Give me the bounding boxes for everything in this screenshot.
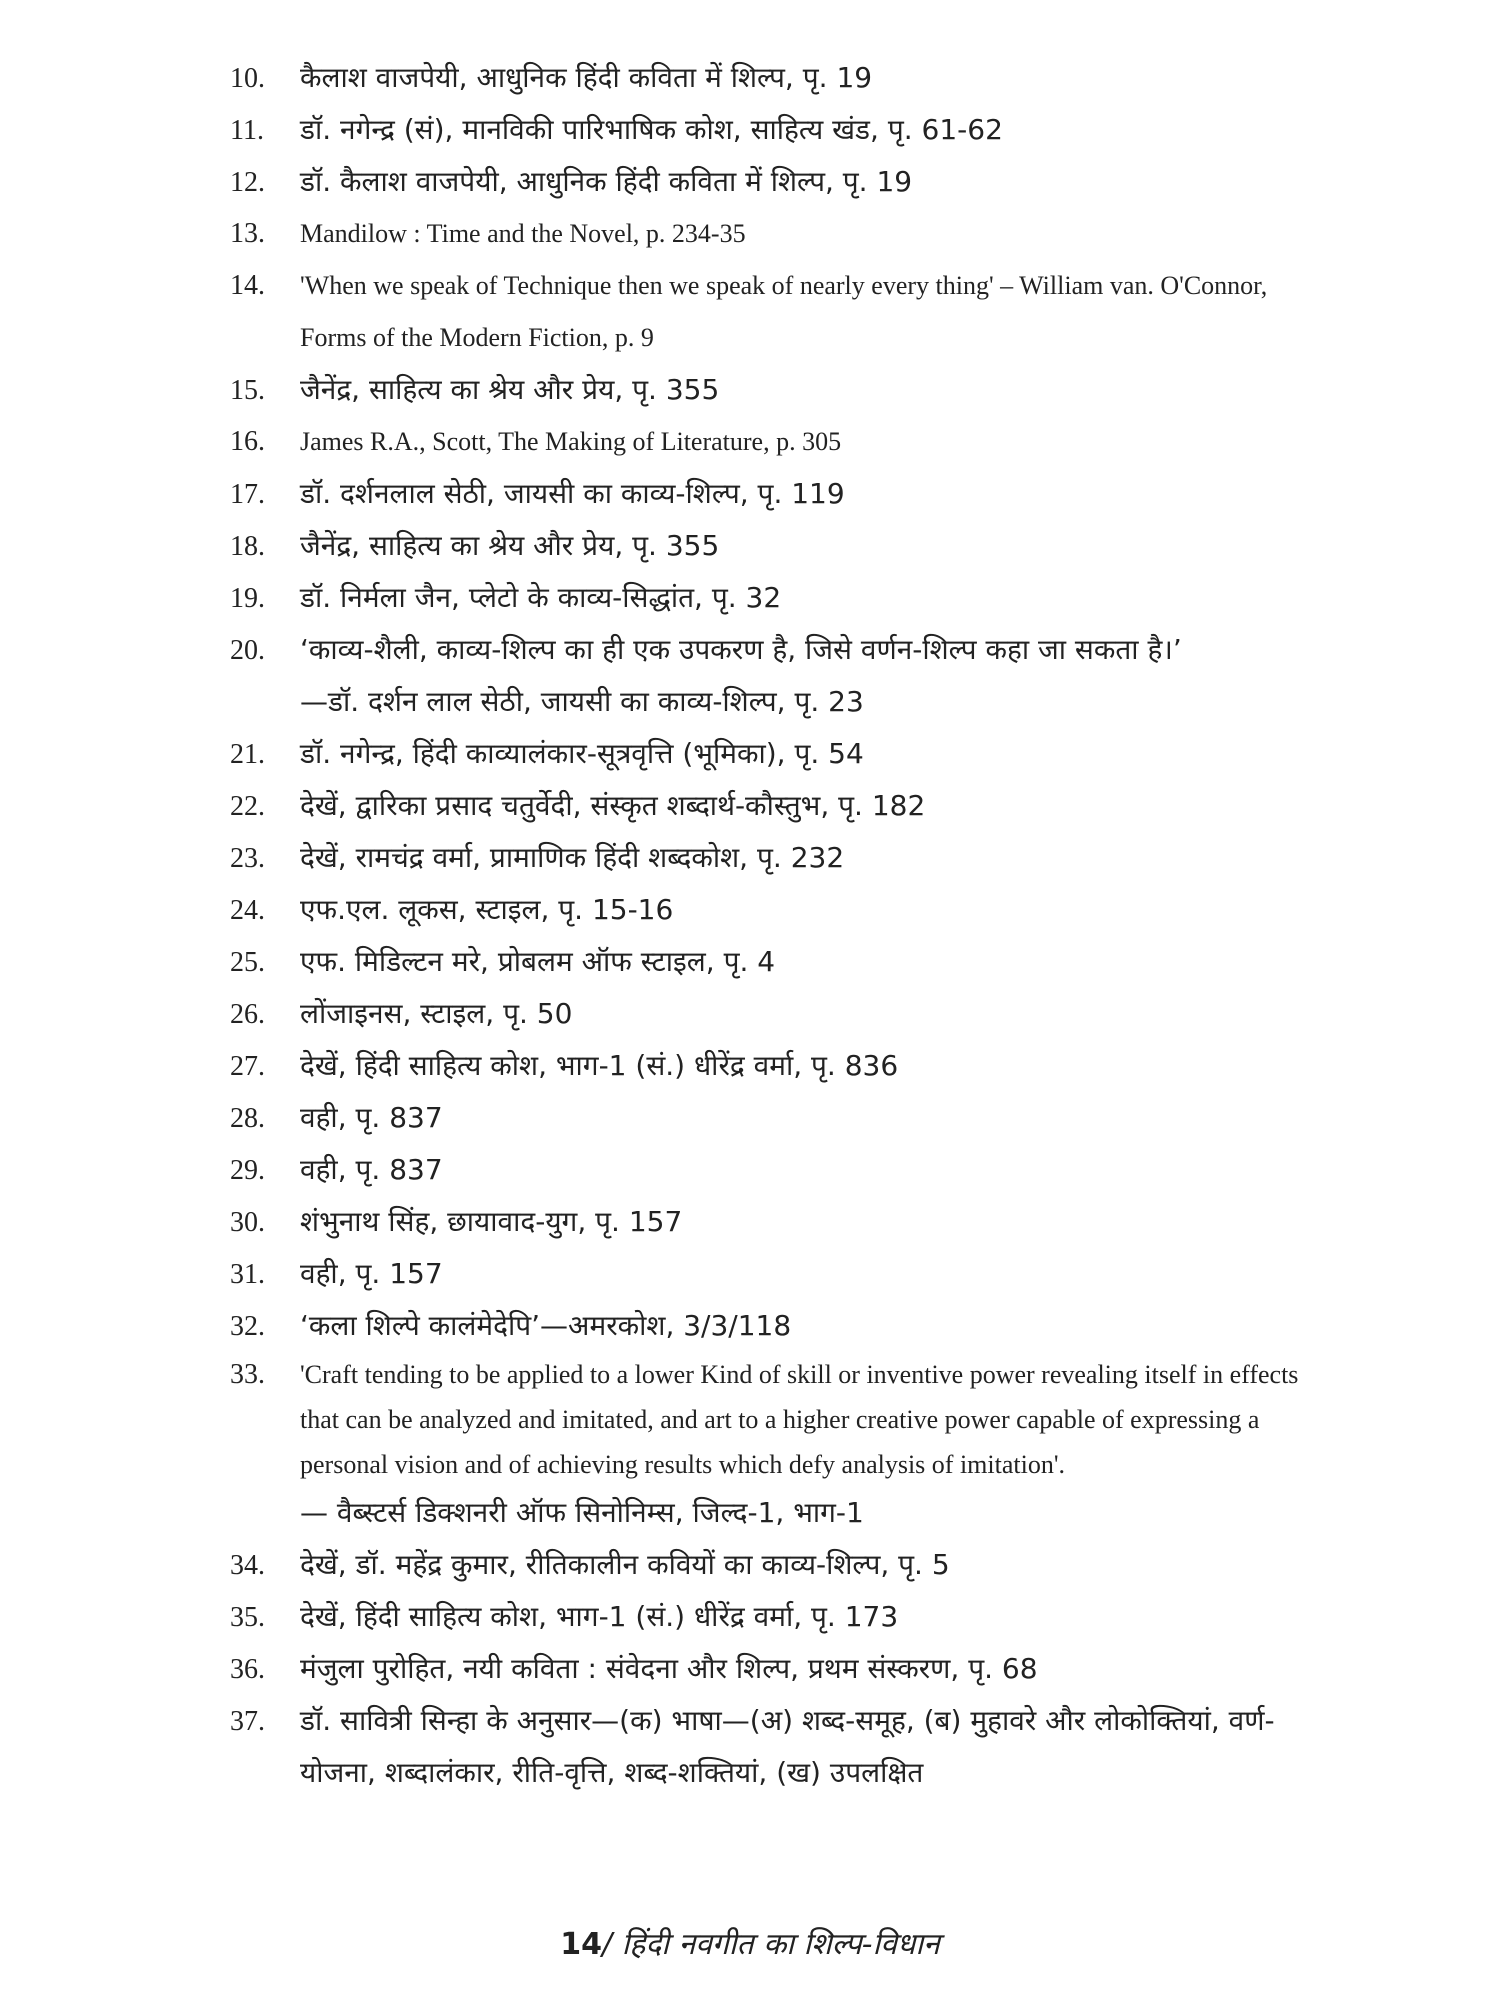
endnote-number: 37. [230,1706,265,1737]
endnote-text: देखें, हिंदी साहित्य कोश, भाग-1 (सं.) धीरेंद्र वर्मा, पृ. 173 [300,1600,899,1633]
endnote [230,1352,1335,1487]
endnote-text: डॉ. नगेन्द्र (सं), मानविकी पारिभाषिक कोश, साहित्य खंड, पृ. 61-62 [300,113,1003,146]
endnote-text: मंजुला पुरोहित, नयी कविता : संवेदना और शिल्प, प्रथम संस्करण, पृ. 68 [300,1652,1038,1685]
endnote-number: 33. [230,1359,265,1390]
endnote-number: 35. [230,1602,265,1633]
endnote-text: डॉ. कैलाश वाजपेयी, आधुनिक हिंदी कविता में शिल्प, पृ. 19 [300,165,913,198]
endnote [230,624,1335,676]
endnote-number: 16. [230,426,265,457]
endnote-text: वही, पृ. 837 [300,1101,443,1134]
endnote-text: वही, पृ. 837 [300,1153,443,1186]
endnote-number: 24. [230,895,265,926]
page-number: 14 [560,1927,602,1962]
endnote-text: एफ.एल. लूकस, स्टाइल, पृ. 15-16 [300,893,674,926]
endnote-number: 10. [230,63,265,94]
endnote [230,1643,1335,1695]
endnote-number: 12. [230,167,265,198]
endnote-number: 25. [230,947,265,978]
endnote-text: देखें, द्वारिका प्रसाद चतुर्वेदी, संस्कृत शब्दार्थ-कौस्तुभ, पृ. 182 [300,789,926,822]
endnote-number: 36. [230,1654,265,1685]
endnote-text: देखें, डॉ. महेंद्र कुमार, रीतिकालीन कवियों का काव्य-शिल्प, पृ. 5 [300,1548,950,1581]
endnote-number: 22. [230,791,265,822]
endnote [230,1591,1335,1643]
endnote-text: 'Craft tending to be applied to a lower Kind of skill or inventive power revealing itself in effects that can be analyzed and imitated, and art to a higher creative power capable of expressing a personal vision and of achieving results which defy analysis of imitation'. [300,1360,1299,1479]
endnote-text: —डॉ. दर्शन लाल सेठी, जायसी का काव्य-शिल्प, पृ. 23 [300,685,864,718]
endnote-attribution [230,1487,1335,1539]
endnote-text: लोंजाइनस, स्टाइल, पृ. 50 [300,997,573,1030]
endnote-text: देखें, रामचंद्र वर्मा, प्रामाणिक हिंदी शब्दकोश, पृ. 232 [300,841,845,874]
endnote-number: 30. [230,1207,265,1238]
endnote [230,832,1335,884]
endnote [230,1300,1335,1352]
endnote-number: 20. [230,635,265,666]
endnote-text: वही, पृ. 157 [300,1257,443,1290]
endnote [230,208,1335,260]
endnote [230,520,1335,572]
endnote [230,52,1335,104]
endnote [230,1248,1335,1300]
endnote-text: जैनेंद्र, साहित्य का श्रेय और प्रेय, पृ. 355 [300,529,720,562]
endnote-text: कैलाश वाजपेयी, आधुनिक हिंदी कविता में शिल्प, पृ. 19 [300,61,873,94]
endnote [230,416,1335,468]
endnote-text: ‘कला शिल्पे कालंमेदेपि’—अमरकोश, 3/3/118 [300,1309,792,1342]
endnote [230,364,1335,416]
endnote-text: डॉ. नगेन्द्र, हिंदी काव्यालंकार-सूत्रवृत्ति (भूमिका), पृ. 54 [300,737,864,770]
endnote [230,156,1335,208]
endnote [230,572,1335,624]
endnote-text: Mandilow : Time and the Novel, p. 234-35 [300,219,746,248]
endnote-number: 13. [230,218,265,249]
endnote-number: 18. [230,531,265,562]
endnote-number: 28. [230,1103,265,1134]
endnote [230,1196,1335,1248]
endnote [230,260,1335,364]
endnote-number: 19. [230,583,265,614]
endnote [230,728,1335,780]
endnote-text: डॉ. सावित्री सिन्हा के अनुसार—(क) भाषा—(अ) शब्द-समूह, (ब) मुहावरे और लोकोक्तियां, वर्ण-योजना, शब्दालंकार, रीति-वृत्ति, शब्द-शक्तियां, (ख) उपलक्षित [300,1704,1275,1789]
endnotes-list [230,52,1335,1799]
book-title: / हिंदी नवगीत का शिल्प-विधान [601,1927,940,1962]
endnote-text: 'When we speak of Technique then we speak of nearly every thing' – William van. O'Connor, Forms of the Modern Fiction, p. 9 [300,271,1268,352]
endnote-text: जैनेंद्र, साहित्य का श्रेय और प्रेय, पृ. 355 [300,373,720,406]
endnote-text: एफ. मिडिल्टन मरे, प्रोबलम ऑफ स्टाइल, पृ. 4 [300,945,776,978]
endnote [230,1040,1335,1092]
endnote-text: देखें, हिंदी साहित्य कोश, भाग-1 (सं.) धीरेंद्र वर्मा, पृ. 836 [300,1049,899,1082]
endnote-number: 14. [230,270,265,301]
endnote-text: शंभुनाथ सिंह, छायावाद-युग, पृ. 157 [300,1205,683,1238]
endnote-number: 15. [230,375,265,406]
endnote [230,780,1335,832]
endnote [230,988,1335,1040]
endnote-number: 11. [230,115,264,146]
endnote-number: 26. [230,999,265,1030]
endnote-number: 27. [230,1051,265,1082]
endnote [230,1695,1335,1799]
endnote [230,1092,1335,1144]
endnote-number: 32. [230,1311,265,1342]
endnote-number: 21. [230,739,265,770]
endnote-number: 34. [230,1550,265,1581]
endnote-attribution [230,676,1335,728]
endnote [230,1144,1335,1196]
endnote-number: 23. [230,843,265,874]
endnote-text: डॉ. निर्मला जैन, प्लेटो के काव्य-सिद्धांत, पृ. 32 [300,581,782,614]
endnote-text: ‘काव्य-शैली, काव्य-शिल्प का ही एक उपकरण है, जिसे वर्णन-शिल्प कहा जा सकता है।’ [300,633,1182,666]
endnote [230,468,1335,520]
endnote-text: — वैब्स्टर्स डिक्शनरी ऑफ सिनोनिम्स, जिल्द-1, भाग-1 [300,1496,864,1529]
endnote [230,936,1335,988]
endnote-number: 17. [230,479,265,510]
endnote [230,104,1335,156]
endnote-text: James R.A., Scott, The Making of Literature, p. 305 [300,427,842,456]
endnote-number: 31. [230,1259,265,1290]
endnote [230,1539,1335,1591]
endnote [230,884,1335,936]
endnote-text: डॉ. दर्शनलाल सेठी, जायसी का काव्य-शिल्प, पृ. 119 [300,477,845,510]
page-footer [0,1922,1500,1963]
endnote-number: 29. [230,1155,265,1186]
